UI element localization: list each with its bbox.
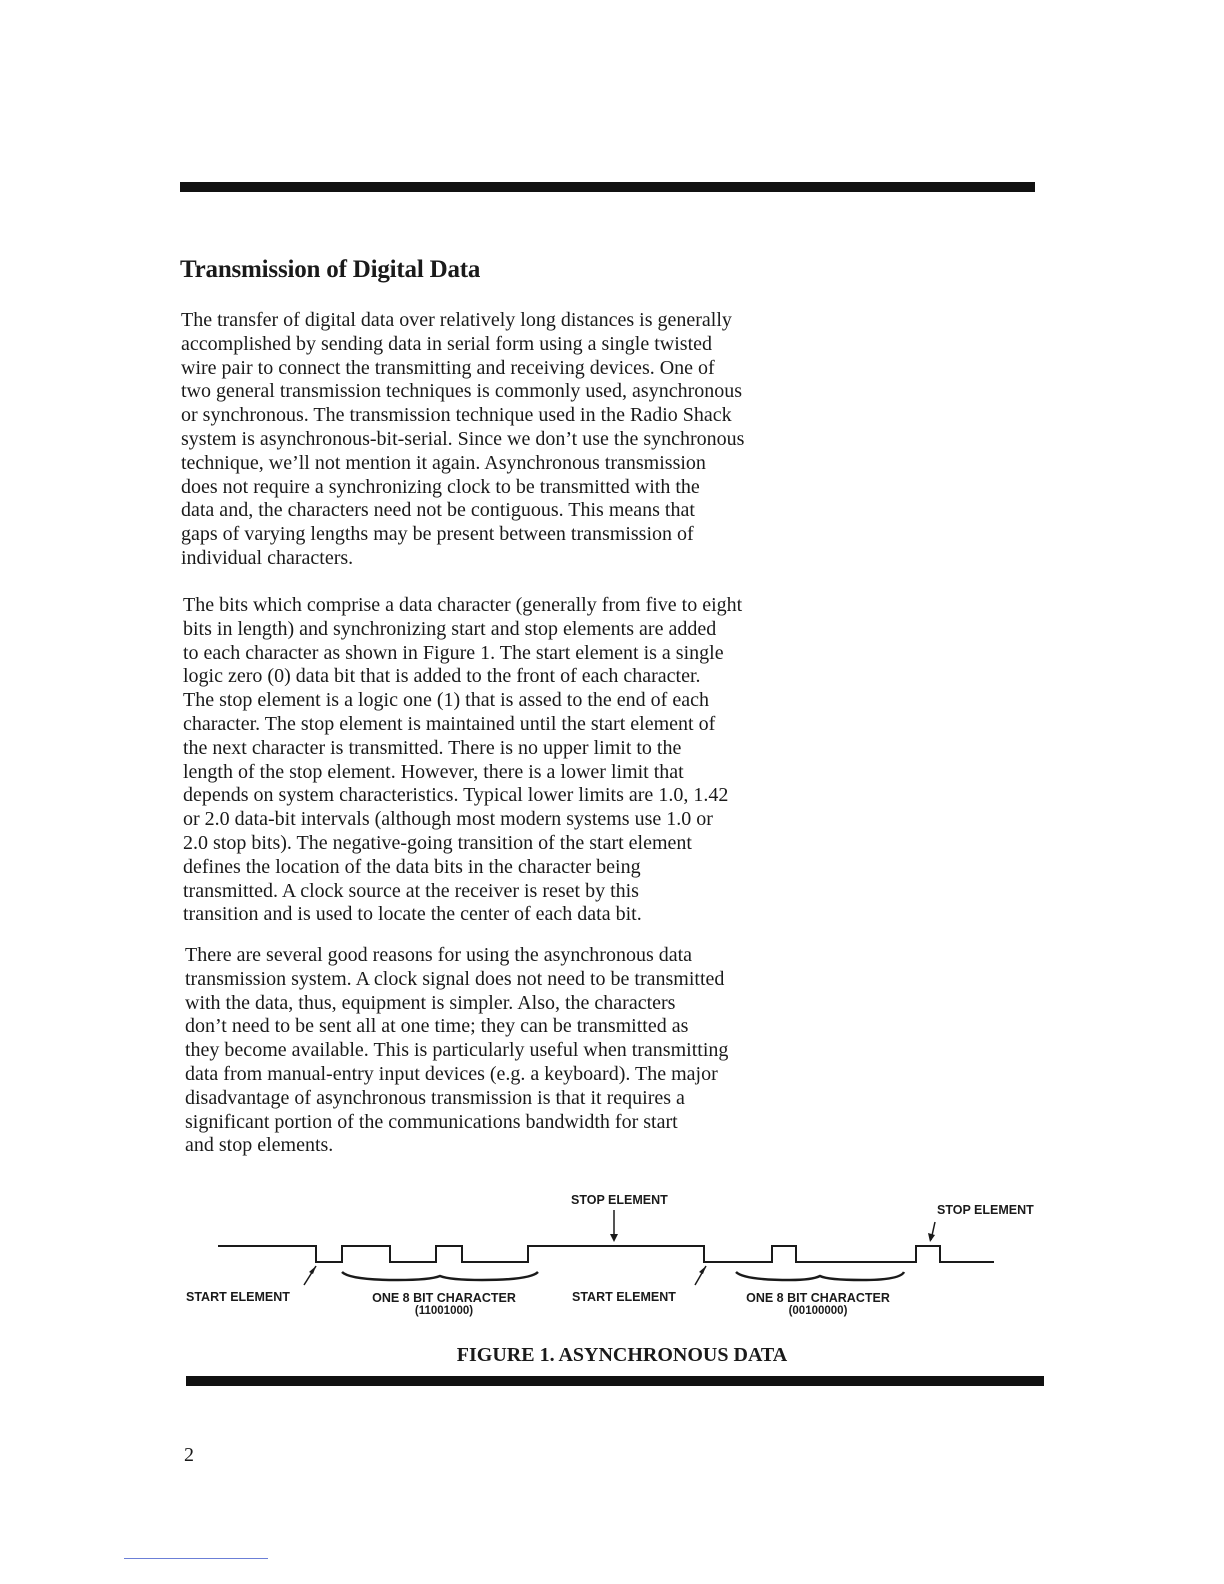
- paragraph-1: [181, 309, 744, 571]
- start-arrowhead-2: [699, 1266, 706, 1274]
- start-arrow-1: [304, 1266, 316, 1285]
- text-line: The transfer of digital data over relatively long distances is generally: [181, 309, 732, 331]
- char1-bits: (11001000): [414, 1305, 474, 1317]
- text-line: don’t need to be sent all at one time; they can be transmitted as: [185, 1015, 689, 1038]
- text-line: character. The stop element is maintained until the start element of: [183, 712, 716, 735]
- text-line: or synchronous. The transmission technique used in the Radio Shack: [181, 404, 732, 427]
- text-line: disadvantage of asynchronous transmission is that it requires a: [185, 1086, 685, 1109]
- start-element-label-1: START ELEMENT: [186, 1290, 290, 1304]
- text-line: transmitted. A clock source at the receiver is reset by this: [183, 879, 639, 902]
- text-line: transmission system. A clock signal does not need to be transmitted: [185, 967, 725, 990]
- text-line: length of the stop element. However, there is a lower limit that: [183, 760, 684, 783]
- text-line: data and, the characters need not be contiguous. This means that: [181, 499, 695, 522]
- stop-arrowhead-2: [928, 1233, 935, 1242]
- text-line: depends on system characteristics. Typical lower limits are 1.0, 1.42: [183, 784, 729, 807]
- start-arrow-2: [695, 1266, 706, 1285]
- figure-caption: FIGURE 1. ASYNCHRONOUS DATA: [456, 1344, 788, 1366]
- text-line: with the data, thus, equipment is simpler. Also, the characters: [185, 991, 676, 1014]
- text-line: bits in length) and synchronizing start and stop elements are added: [183, 617, 717, 640]
- bottom-rule: [186, 1376, 1044, 1386]
- text-line: defines the location of the data bits in the character being: [183, 855, 641, 878]
- text-line: wire pair to connect the transmitting and receiving devices. One of: [181, 356, 715, 379]
- char1-brace: [342, 1272, 538, 1280]
- text-line: logic zero (0) data bit that is added to the front of each character.: [183, 665, 701, 688]
- text-line: The stop element is a logic one (1) that is assed to the end of each: [183, 689, 709, 712]
- char1-label: [362, 1291, 526, 1317]
- section-heading: Transmission of Digital Data: [180, 256, 481, 283]
- stop-element-label-2: STOP ELEMENT: [937, 1203, 1034, 1217]
- text-line: gaps of varying lengths may be present between transmission of: [181, 523, 694, 546]
- text-line: There are several good reasons for using the asynchronous data: [185, 944, 693, 966]
- text-line: the next character is transmitted. There is no upper limit to the: [183, 736, 682, 759]
- text-line: or 2.0 data-bit intervals (although most modern systems use 1.0 or: [183, 808, 713, 831]
- text-line: to each character as shown in Figure 1. The start element is a single: [183, 641, 724, 664]
- text-line: system is asynchronous-bit-serial. Since we don’t use the synchronous: [181, 427, 745, 450]
- text-line: The bits which comprise a data character (generally from five to eight: [183, 594, 743, 616]
- char2-title: ONE 8 BIT CHARACTER: [746, 1291, 890, 1305]
- text-line: two general transmission techniques is commonly used, asynchronous: [181, 380, 743, 403]
- waveform-line: [218, 1246, 994, 1262]
- text-line: accomplished by sending data in serial form using a single twisted: [181, 332, 712, 355]
- char1-title: ONE 8 BIT CHARACTER: [372, 1291, 516, 1305]
- page-number: 2: [184, 1444, 194, 1466]
- start-element-label-2: START ELEMENT: [572, 1290, 676, 1304]
- start-arrowhead-1: [309, 1266, 316, 1274]
- stop-arrow-2: [931, 1222, 935, 1240]
- stop-arrowhead-1: [610, 1234, 618, 1242]
- text-line: data from manual-entry input devices (e.g. a keyboard). The major: [185, 1062, 718, 1085]
- text-line: they become available. This is particularly useful when transmitting: [185, 1039, 729, 1062]
- text-line: significant portion of the communications bandwidth for start: [185, 1110, 678, 1133]
- text-line: individual characters.: [181, 546, 354, 569]
- text-line: transition and is used to locate the center of each data bit.: [183, 903, 642, 926]
- paragraph-3: [185, 944, 728, 1158]
- paragraph-2: [183, 594, 742, 927]
- top-rule: [180, 182, 1035, 192]
- text-line: and stop elements.: [185, 1134, 334, 1157]
- char2-label: [736, 1291, 900, 1317]
- stop-element-label-1: STOP ELEMENT: [571, 1193, 668, 1207]
- char2-bits: (00100000): [788, 1305, 848, 1317]
- text-line: technique, we’ll not mention it again. Asynchronous transmission: [181, 451, 706, 474]
- edge-line: [124, 1558, 268, 1559]
- char2-brace: [736, 1272, 904, 1280]
- text-line: 2.0 stop bits). The negative-going transition of the start element: [183, 831, 692, 854]
- text-line: does not require a synchronizing clock to be transmitted with the: [181, 475, 700, 498]
